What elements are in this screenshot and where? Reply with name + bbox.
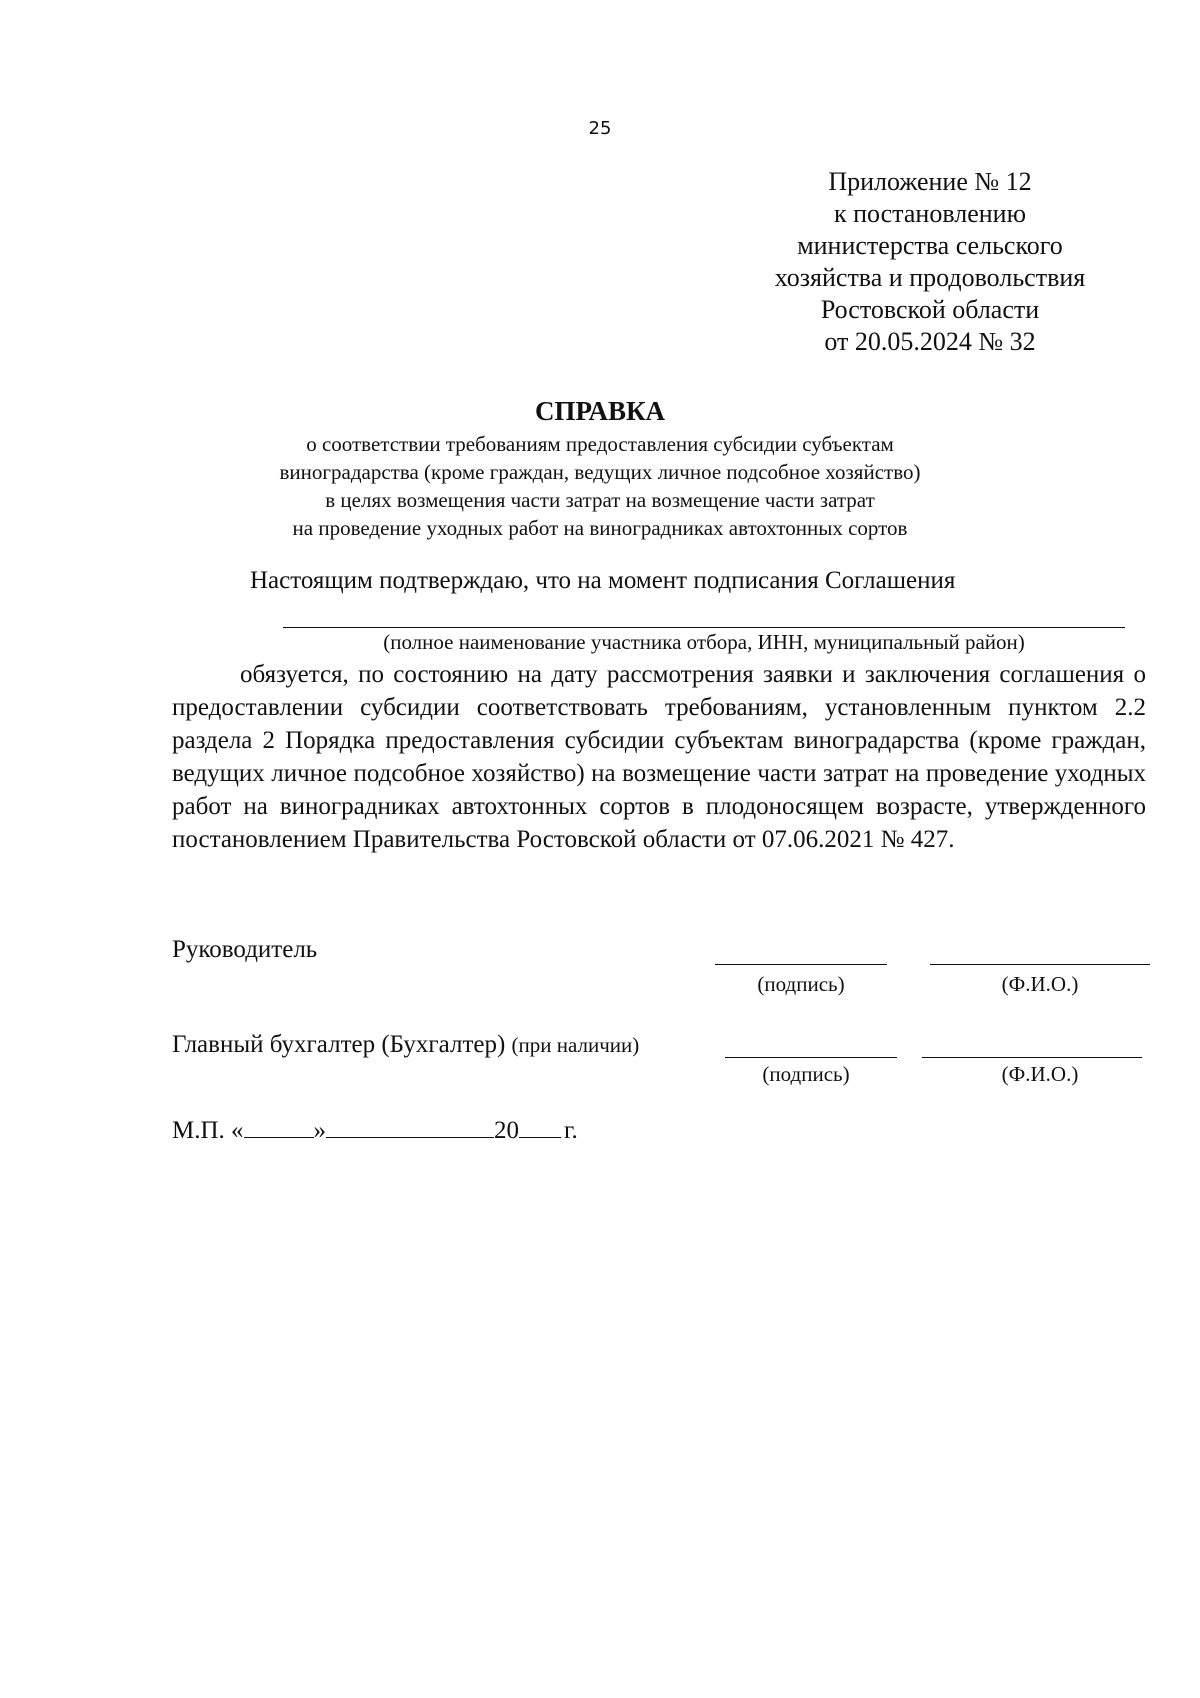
document-subtitle (150, 430, 1050, 542)
subtitle-line: в целях возмещения части затрат на возмещение части затрат (325, 488, 875, 512)
head-signature-line[interactable] (715, 964, 887, 965)
appendix-line: Ростовской области (820, 295, 1040, 324)
head-name-hint: (Ф.И.О.) (1001, 972, 1079, 996)
appendix-block (740, 166, 1120, 358)
participant-name-hint: (полное наименование участника отбора, ИНН, муниципальный район) (383, 630, 1025, 654)
accountant-name-hint: (Ф.И.О.) (1001, 1062, 1079, 1086)
year-prefix: 20 (494, 1117, 520, 1144)
accountant-note: (при наличии) (511, 1033, 640, 1057)
stamp-close-quote: » (313, 1117, 327, 1144)
page-number: 25 (588, 118, 612, 139)
month-blank[interactable] (326, 1115, 494, 1138)
stamp-date-row (172, 1115, 578, 1145)
participant-name-line[interactable] (283, 627, 1125, 628)
accountant-label: Главный бухгалтер (Бухгалтер) (172, 1031, 506, 1058)
day-blank[interactable] (244, 1115, 314, 1138)
subtitle-line: о соответствии требованиям предоставления субсидии субъектам (306, 432, 894, 456)
appendix-line: Приложение № 12 (828, 167, 1032, 196)
intro-sentence: Настоящим подтверждаю, что на момент подписания Соглашения (250, 567, 956, 594)
subtitle-line: виноградарства (кроме граждан, ведущих личное подсобное хозяйство) (279, 460, 921, 484)
appendix-line: к постановлению (833, 199, 1027, 228)
head-label: Руководитель (172, 936, 318, 963)
head-name-line[interactable] (930, 964, 1150, 965)
accountant-signature-hint: (подпись) (762, 1062, 850, 1086)
appendix-line: министерства сельского (797, 231, 1063, 260)
year-blank[interactable] (519, 1115, 561, 1138)
stamp-mp-label: М.П. « (172, 1117, 244, 1144)
accountant-name-line[interactable] (922, 1057, 1142, 1058)
body-paragraph: обязуется, по состоянию на дату рассмотрения заявки и заключения соглашения о предоставлении субсидии соответствовать требованиям, установленным пунктом 2.2 раздела 2 Порядка предоставления субсидии субъектам виноградарства (кроме граждан, ведущих личное подсобное хозяйство) на возмещение части затрат на проведение уходных работ на виноградниках автохтонных сортов в плодоносящем возрасте, утвержденного постановлением Правительства Ростовской области от 07.06.2021 № 427. (172, 661, 1146, 853)
accountant-label-row (172, 1031, 639, 1059)
appendix-line: от 20.05.2024 № 32 (824, 327, 1036, 356)
head-signature-hint: (подпись) (757, 972, 845, 996)
accountant-signature-line[interactable] (725, 1057, 897, 1058)
appendix-line: хозяйства и продовольствия (774, 263, 1086, 292)
year-suffix: г. (564, 1117, 578, 1144)
document-title: СПРАВКА (534, 396, 666, 426)
subtitle-line: на проведение уходных работ на виноградниках автохтонных сортов (292, 516, 908, 540)
